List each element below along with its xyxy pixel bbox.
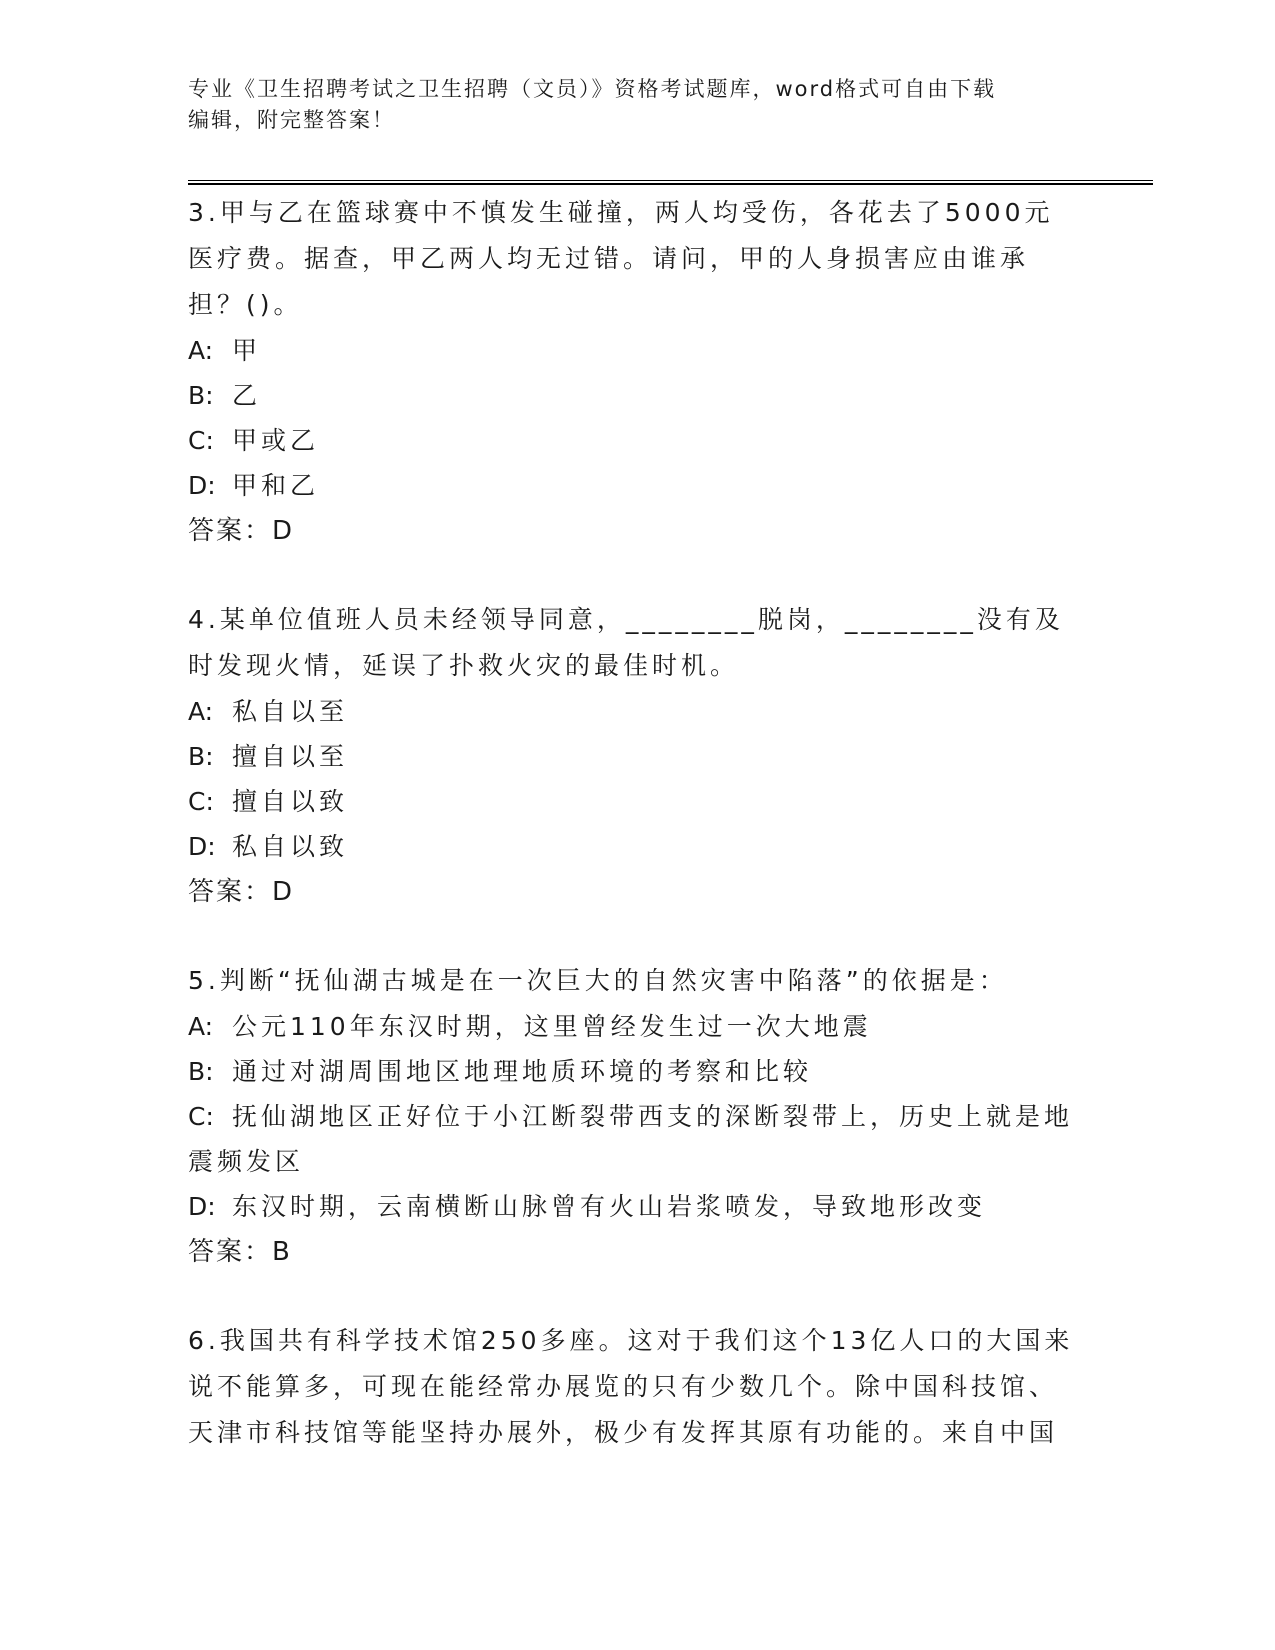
question-text: 5.判断“抚仙湖古城是在一次巨大的自然灾害中陷落”的依据是： (188, 966, 1008, 995)
option-text: 乙 (232, 381, 262, 410)
option-d (188, 1184, 1078, 1229)
option-c (188, 779, 1078, 824)
question-3 (188, 190, 1078, 554)
answer-line: 答案：D (188, 877, 295, 907)
header-divider-thin (188, 180, 1153, 181)
document-header (188, 74, 1068, 136)
option-d (188, 463, 1078, 508)
question-4 (188, 597, 1078, 915)
option-b (188, 373, 1078, 418)
option-letter: A: (188, 336, 214, 365)
question-text: 3.甲与乙在篮球赛中不慎发生碰撞，两人均受伤，各花去了5000元医疗费。据查，甲乙两人均无过错。请问，甲的人身损害应由谁承担？()。 (188, 198, 1054, 319)
option-d (188, 824, 1078, 869)
option-letter: A: (188, 697, 214, 726)
option-a (188, 689, 1078, 734)
option-letter: B: (188, 381, 214, 410)
option-a (188, 328, 1078, 373)
option-text: 公元110年东汉时期，这里曾经发生过一次大地震 (232, 1012, 872, 1041)
option-text: 擅自以至 (232, 742, 349, 771)
header-divider-thick (188, 183, 1153, 185)
answer-line: 答案：D (188, 516, 295, 546)
option-b (188, 734, 1078, 779)
option-b (188, 1049, 1078, 1094)
option-text: 甲或乙 (232, 426, 320, 455)
question-5 (188, 958, 1078, 1275)
option-text: 甲和乙 (232, 471, 320, 500)
option-letter: B: (188, 1057, 214, 1086)
question-text: 6.我国共有科学技术馆250多座。这对于我们这个13亿人口的大国来说不能算多，可现在能经常办展览的只有少数几个。除中国科技馆、天津市科技馆等能坚持办展外，极少有发挥其原有功能的。来自中国 (188, 1326, 1074, 1447)
option-text: 抚仙湖地区正好位于小江断裂带西支的深断裂带上，历史上就是地震频发区 (188, 1102, 1074, 1176)
option-letter: C: (188, 787, 214, 816)
option-text: 甲 (232, 336, 262, 365)
option-text: 东汉时期，云南横断山脉曾有火山岩浆喷发，导致地形改变 (232, 1192, 987, 1221)
option-text: 通过对湖周围地区地理地质环境的考察和比较 (232, 1057, 813, 1086)
option-c (188, 418, 1078, 463)
option-text: 私自以至 (232, 697, 349, 726)
option-c (188, 1094, 1078, 1184)
option-letter: B: (188, 742, 214, 771)
option-text: 私自以致 (232, 832, 349, 861)
header-line-1: 专业《卫生招聘考试之卫生招聘（文员）》资格考试题库，word格式可自由下载 (188, 77, 997, 101)
option-text: 擅自以致 (232, 787, 349, 816)
option-letter: A: (188, 1012, 214, 1041)
option-letter: D: (188, 1192, 216, 1221)
question-text: 4.某单位值班人员未经领导同意，________脱岗，________没有及时发现火情，延误了扑救火灾的最佳时机。 (188, 605, 1064, 680)
question-list (188, 190, 1078, 1499)
option-letter: D: (188, 832, 216, 861)
question-6 (188, 1318, 1078, 1456)
option-letter: D: (188, 471, 216, 500)
option-letter: C: (188, 1102, 214, 1131)
header-line-2: 编辑，附完整答案！ (188, 108, 395, 132)
option-a (188, 1004, 1078, 1049)
answer-line: 答案：B (188, 1237, 292, 1267)
option-letter: C: (188, 426, 214, 455)
